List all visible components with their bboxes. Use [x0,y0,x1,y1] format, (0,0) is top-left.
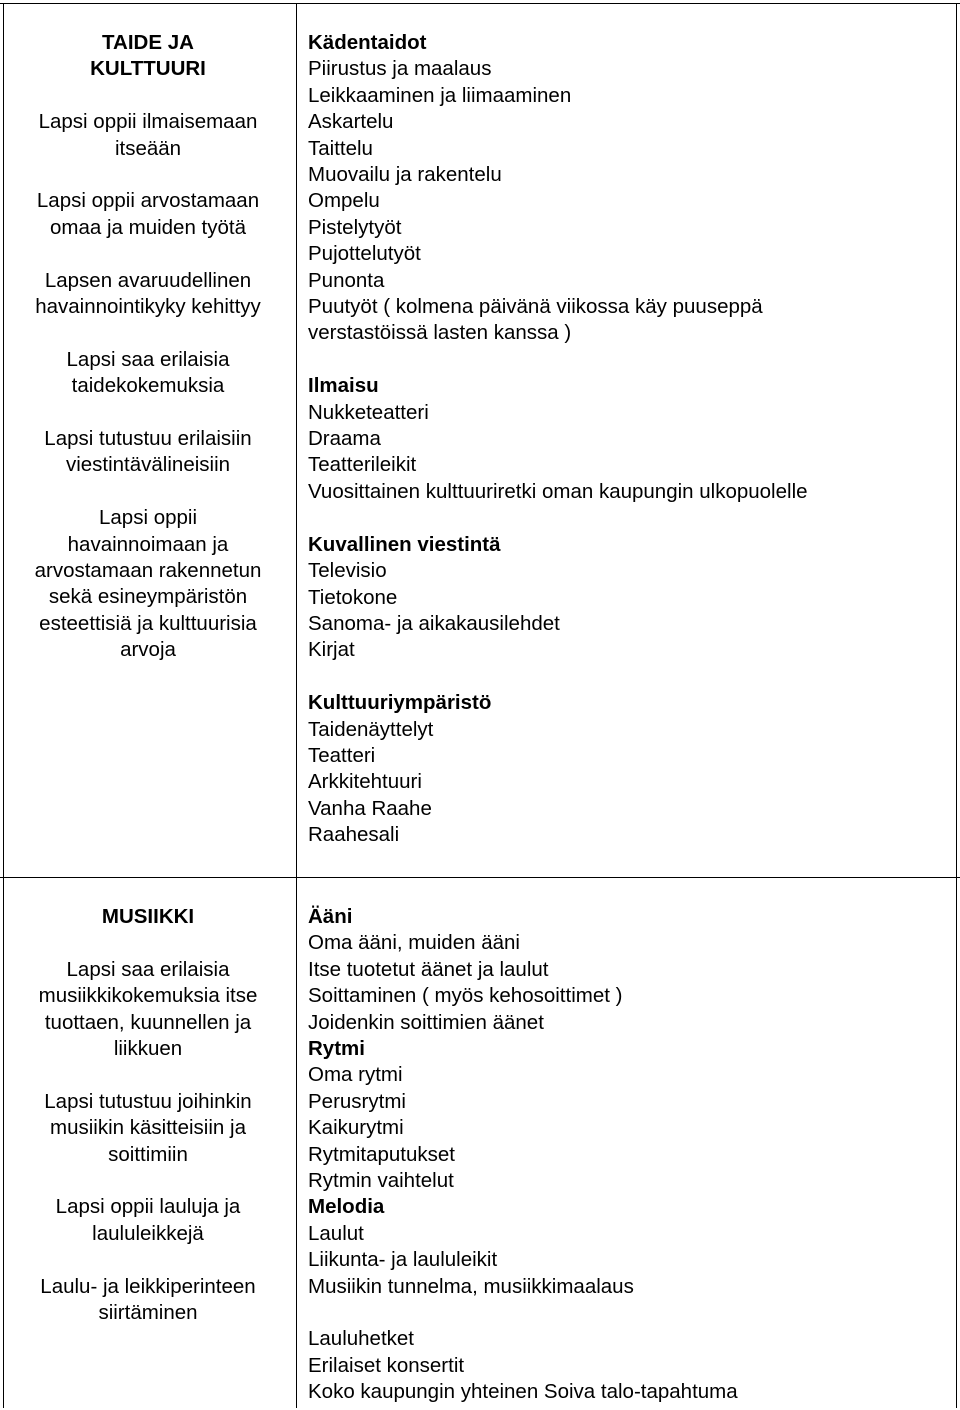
section-title-line: MUSIIKKI [101,905,195,928]
content-item: Leikkaaminen ja liimaaminen [308,83,572,107]
content-item: Perusrytmi [308,1089,406,1113]
content-item: Rytmitaputukset [308,1142,455,1166]
goal-line: Lapsi tutustuu joihinkin [44,1089,252,1113]
goal-line: taidekokemuksia [71,374,225,398]
goal-line: liikkuen [113,1037,183,1061]
content-item: Joidenkin soittimien äänet [308,1010,544,1034]
content-item: Musiikin tunnelma, musiikkimaalaus [308,1274,634,1298]
content-item: Itse tuotetut äänet ja laulut [308,957,549,981]
content-item: Laulut [308,1221,364,1245]
table-top-border [0,3,960,4]
music-goals-cell [18,904,278,1353]
content-item: Punonta [308,268,385,292]
goal-line: Lapsi oppii [98,506,197,530]
goal-line: arvoja [120,638,176,662]
goal-line: havainnoimaan ja [67,532,229,556]
group-heading: Ilmaisu [308,374,379,398]
group-heading: Kuvallinen viestintä [308,532,501,556]
group-heading: Ääni [308,905,353,928]
goal-line: Lapsi tutustuu erilaisiin [44,427,252,451]
content-item: Teatterileikit [308,453,417,477]
goal-line: Lapsi saa erilaisia [66,347,230,371]
content-item: verstastöissä lasten kanssa ) [308,321,572,345]
group-heading: Kulttuuriympäristö [308,691,492,715]
music-content-cell [308,904,948,1406]
goal-line: sekä esineympäristön [48,585,248,609]
content-item: Muovailu ja rakentelu [308,163,502,187]
content-item: Liikunta- ja laululeikit [308,1248,498,1272]
content-item: Koko kaupungin yhteinen Soiva talo-tapahtuma [308,1380,738,1404]
goal-line: soittimiin [108,1142,188,1166]
group-spacer [308,347,948,373]
content-item: Vanha Raahe [308,796,432,820]
content-item: Kirjat [308,638,355,662]
table-column-divider [296,3,297,1408]
goal-paragraph [18,109,278,162]
goal-line: musiikin käsitteisiin ja [50,1116,246,1140]
art-culture-goals-cell [18,30,278,690]
goal-paragraph [18,347,278,400]
goal-line: Lapsi oppii arvostamaan [36,189,260,213]
content-item: Ompelu [308,189,380,213]
goal-line: Lapsi oppii lauluja ja [55,1195,241,1219]
content-item: Raahesali [308,823,400,847]
art-culture-content-cell [308,30,948,849]
content-item: Draama [308,427,381,451]
group-heading: Rytmi [308,1037,365,1061]
content-item: Lauluhetket [308,1327,415,1351]
content-item: Pistelytyöt [308,215,402,239]
group-spacer [308,664,948,690]
content-item: Vuosittainen kulttuuriretki oman kaupungin ulkopuolelle [308,479,808,503]
content-item: Puutyöt ( kolmena päivänä viikossa käy puuseppä [308,295,763,319]
goal-line: Lapsi saa erilaisia [66,957,230,981]
goal-line: Laulu- ja leikkiperinteen [40,1274,256,1298]
content-item: Pujottelutyöt [308,242,421,266]
section-title-line: TAIDE JA [102,31,194,54]
content-item: Askartelu [308,110,394,134]
group-heading: Melodia [308,1195,385,1219]
goal-line: arvostamaan rakennetun [34,559,262,583]
goal-line: viestintävälineisiin [65,453,231,477]
group-spacer [308,1300,948,1326]
table-middle-border [0,877,960,878]
goal-paragraph [18,505,278,663]
content-item: Teatteri [308,743,376,767]
section-title [18,30,278,83]
table-left-border [3,3,4,1408]
section-title [18,904,278,930]
content-item: Tietokone [308,585,398,609]
goal-line: siirtäminen [98,1301,198,1325]
goal-line: musiikkikokemuksia itse [38,984,258,1008]
goal-line: Lapsen avaruudellinen [44,268,252,292]
content-item: Nukketeatteri [308,400,429,424]
goal-line: esteettisiä ja kulttuurisia [39,611,257,635]
goal-line: Lapsi oppii ilmaisemaan [38,110,258,134]
goal-line: tuottaen, kuunnellen ja [44,1010,252,1034]
content-item: Soittaminen ( myös kehosoittimet ) [308,984,623,1008]
content-item: Sanoma- ja aikakausilehdet [308,611,560,635]
goal-paragraph [18,426,278,479]
goal-paragraph [18,188,278,241]
content-item: Televisio [308,559,387,583]
group-spacer [308,505,948,531]
content-item: Taittelu [308,136,373,160]
goal-line: itseään [114,136,182,160]
goal-paragraph [18,1274,278,1327]
content-item: Piirustus ja maalaus [308,57,492,81]
content-item: Kaikurytmi [308,1116,404,1140]
content-item: Oma rytmi [308,1063,403,1087]
goal-line: laululeikkejä [92,1221,204,1245]
section-title-line: KULTTUURI [90,57,206,81]
content-item: Arkkitehtuuri [308,770,422,794]
goal-paragraph [18,957,278,1063]
goal-paragraph [18,1194,278,1247]
content-item: Rytmin vaihtelut [308,1169,454,1193]
content-item: Oma ääni, muiden ääni [308,931,520,955]
goal-line: omaa ja muiden työtä [49,215,246,239]
group-heading: Kädentaidot [308,31,427,54]
table-right-border [956,3,957,1408]
content-item: Erilaiset konsertit [308,1353,465,1377]
goal-line: havainnointikyky kehittyy [35,295,261,319]
goal-paragraph [18,1089,278,1168]
content-item: Taidenäyttelyt [308,717,434,741]
goal-paragraph [18,268,278,321]
